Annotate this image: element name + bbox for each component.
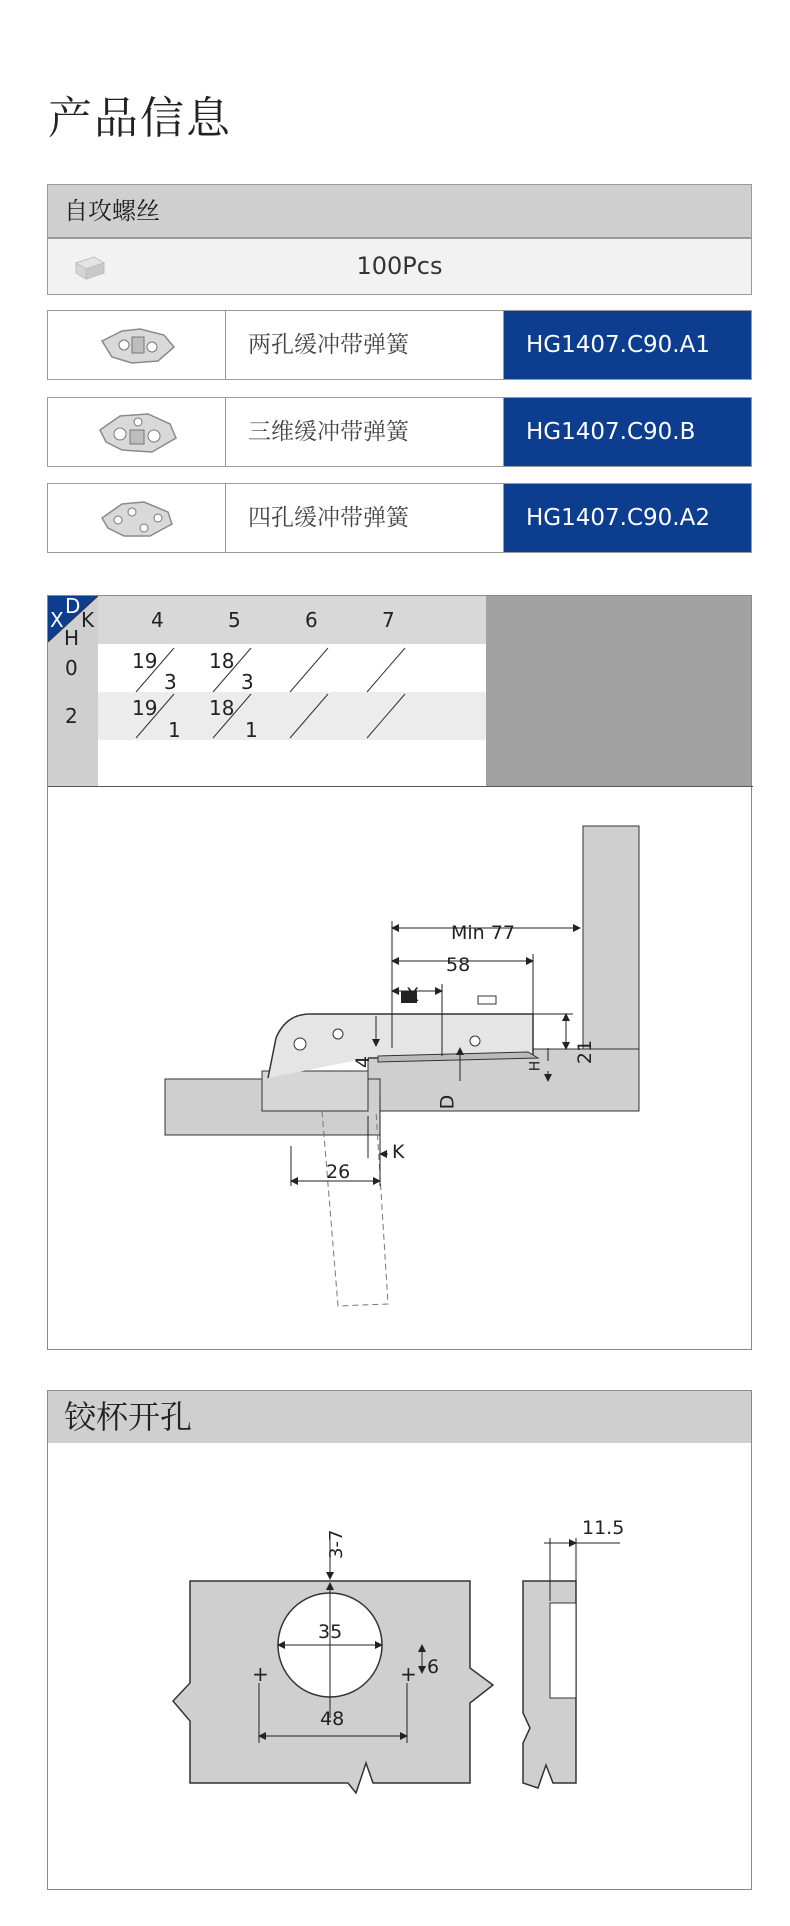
h-value: 2 bbox=[65, 704, 78, 728]
table-cell-lower: 3 bbox=[164, 670, 177, 694]
dim-x-label: X bbox=[406, 984, 420, 1006]
cup-drilling-title: 铰杯开孔 bbox=[64, 1398, 193, 1436]
dim-11-5-label: 11.5 bbox=[582, 1517, 625, 1539]
plate-code: HG1407.C90.A1 bbox=[504, 311, 751, 379]
dim-min77-label: Min 77 bbox=[451, 922, 515, 944]
table-cell-upper: 19 bbox=[132, 696, 158, 720]
dim-58-label: 58 bbox=[446, 954, 471, 976]
plate-row bbox=[47, 397, 752, 467]
dim-k-label: K bbox=[392, 1141, 405, 1163]
svg-text:+: + bbox=[252, 1662, 269, 1686]
drawing-header-tab bbox=[486, 596, 751, 786]
plate-thumbnail bbox=[48, 311, 226, 379]
corner-x-label: X bbox=[50, 608, 64, 632]
plate-row bbox=[47, 310, 752, 380]
corner-d-label: D bbox=[65, 594, 81, 618]
hinge-technical-drawing bbox=[48, 786, 753, 1351]
table-cell-lower: 1 bbox=[168, 718, 181, 742]
dim-35-label: 35 bbox=[318, 1621, 343, 1643]
page-title: 产品信息 bbox=[48, 93, 232, 144]
k-value: 7 bbox=[382, 608, 395, 632]
dim-4-label: 4 bbox=[352, 1055, 375, 1069]
table-cell-lower: 1 bbox=[245, 718, 258, 742]
dim-3-7-label: 3-7 bbox=[326, 1529, 347, 1559]
dim-6-label: 6 bbox=[427, 1656, 440, 1678]
corner-k-label: K bbox=[81, 608, 95, 632]
plate-thumbnail bbox=[48, 484, 226, 552]
hinge-drawing-panel bbox=[47, 595, 752, 1350]
k-value: 5 bbox=[228, 608, 241, 632]
cup-drilling-header bbox=[48, 1391, 751, 1443]
mounting-plate-icon bbox=[92, 317, 182, 373]
k-value: 6 bbox=[305, 608, 318, 632]
svg-text:+: + bbox=[400, 1662, 417, 1686]
mounting-plate-icon bbox=[92, 490, 182, 546]
h-value: 0 bbox=[65, 656, 78, 680]
plate-name: 三维缓冲带弹簧 bbox=[226, 398, 504, 466]
table-cell-upper: 18 bbox=[209, 649, 235, 673]
corner-h-label: H bbox=[64, 626, 80, 650]
screw-label: 自攻螺丝 bbox=[64, 197, 160, 225]
plate-row bbox=[47, 483, 752, 553]
table-cell-upper: 19 bbox=[132, 649, 158, 673]
table-cell-upper: 18 bbox=[209, 696, 235, 720]
plate-name: 两孔缓冲带弹簧 bbox=[226, 311, 504, 379]
plate-name: 四孔缓冲带弹簧 bbox=[226, 484, 504, 552]
k-value: 4 bbox=[151, 608, 164, 632]
cup-drilling-drawing bbox=[48, 1443, 751, 1889]
dim-26-label: 26 bbox=[326, 1161, 351, 1183]
plate-code: HG1407.C90.B bbox=[504, 398, 751, 466]
cup-drilling-panel bbox=[47, 1390, 752, 1890]
screw-row bbox=[47, 238, 752, 295]
dim-h-label: H bbox=[527, 1060, 544, 1072]
dim-48-label: 48 bbox=[320, 1708, 345, 1730]
screw-header bbox=[47, 184, 752, 238]
plate-thumbnail bbox=[48, 398, 226, 466]
table-cell-lower: 3 bbox=[241, 670, 254, 694]
plate-code: HG1407.C90.A2 bbox=[504, 484, 751, 552]
screw-quantity: 100Pcs bbox=[356, 252, 443, 280]
mounting-plate-icon bbox=[92, 404, 182, 460]
dim-21-label: 21 bbox=[574, 1039, 597, 1065]
dim-d-label: D bbox=[436, 1094, 459, 1110]
